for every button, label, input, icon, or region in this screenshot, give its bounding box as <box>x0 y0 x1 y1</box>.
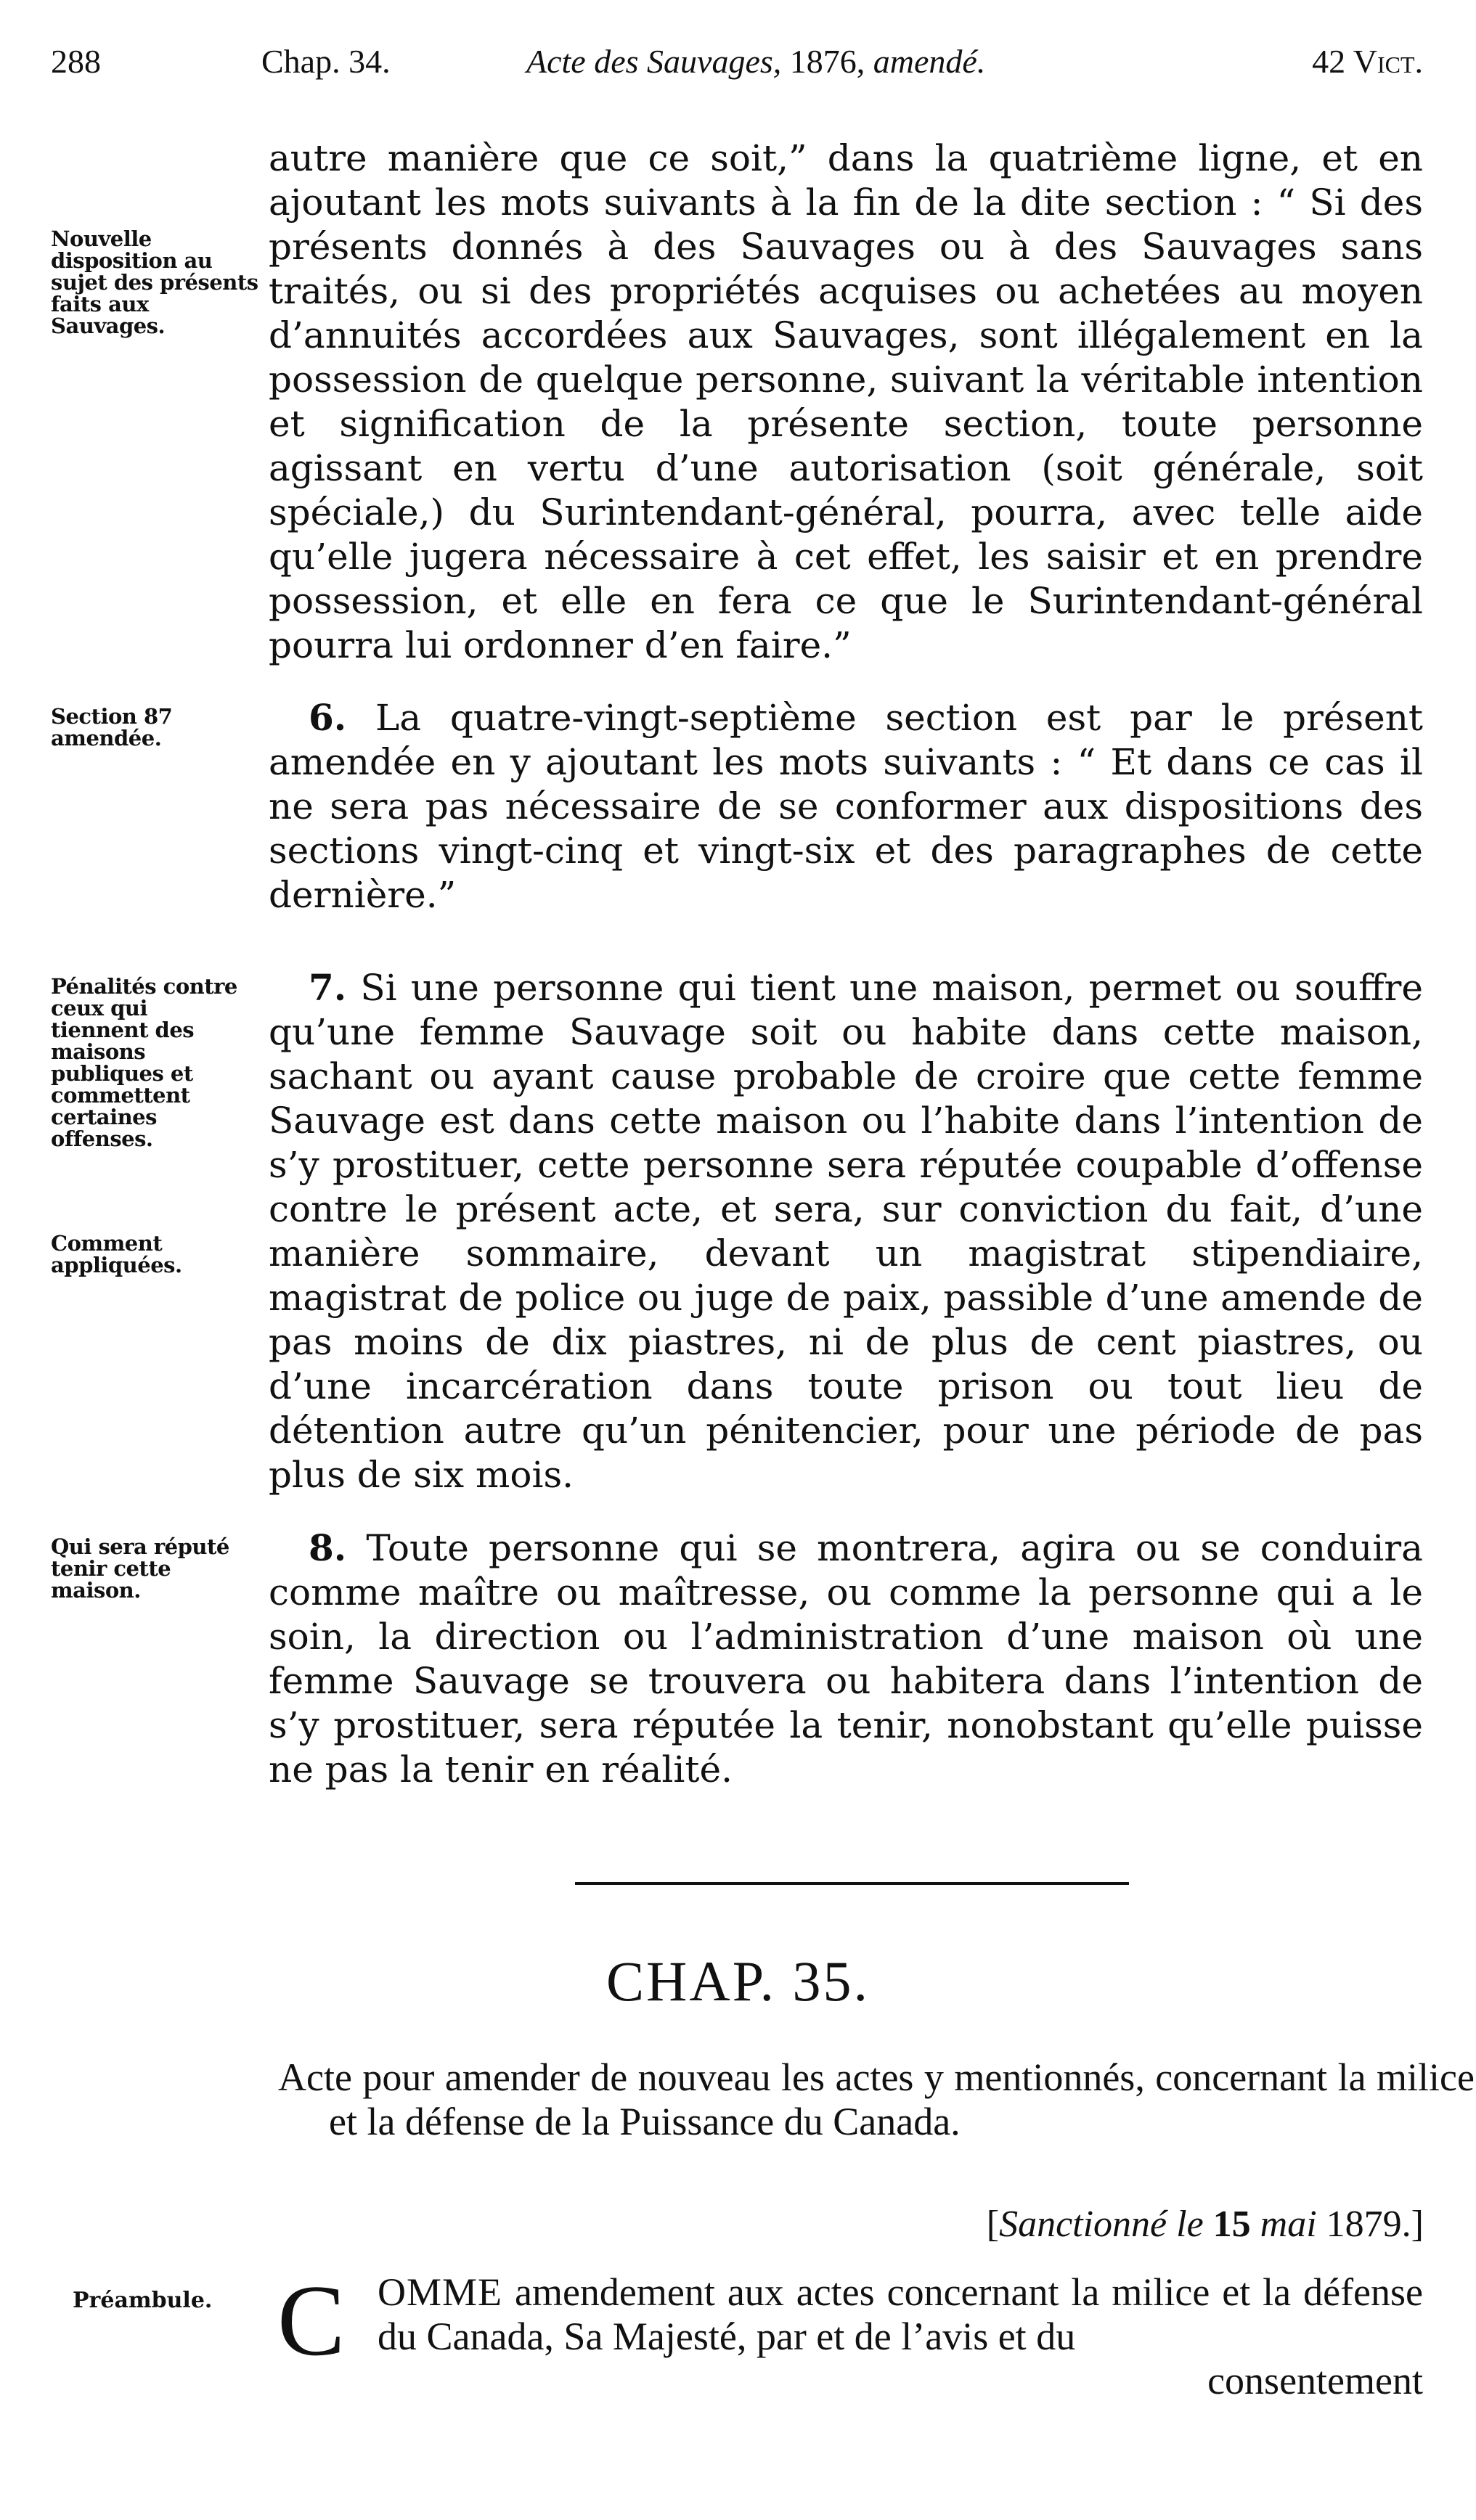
sanction-month: mai <box>1260 2204 1317 2245</box>
act-title-header <box>526 42 985 81</box>
section-8 <box>269 1526 1423 1792</box>
act-title-name: Acte des Sauvages, <box>526 43 782 80</box>
chapter-35-title: Acte pour amender de nouveau les actes y mentionnés, concernant la milice et la défense de la Puissance du Canada. <box>278 2055 1475 2143</box>
section-6-text: La quatre-vingt-septième section est par le présent amendée en y ajoutant les mots suivants : “ Et dans ce cas il ne sera pas nécessaire de se conformer aux dispositions des sections vingt-cinq et vingt-six et des paragraphes de cette dernière.” <box>269 697 1424 916</box>
margin-note-nouvelle-disposition: Nouvelle disposition au sujet des présents faits aux Sauvages. <box>51 226 258 338</box>
running-header <box>51 42 1423 93</box>
sanction-bracket: [ <box>986 2204 1000 2245</box>
chapter-label: Chap. 34. <box>261 43 391 80</box>
drop-capital: C <box>277 2265 346 2377</box>
section-5-continuation: autre manière que ce soit,” dans la quatrième ligne, et en ajoutant les mots suivants à la fin de la dite section : “ Si des présents donnés à des Sauvages ou à des Sauvages sans traités, ou si des propriétés acquises ou achetées au moyen d’annuités accordées aux Sauvages, sont illégalement en la possession de quelque personne, suivant la véritable intention et signification de la présente section, toute personne agissant en vertu d’une autorisation (soit générale, soit spéciale,) du Surintendant-général, pourra, avec telle aide qu’elle jugera nécessaire à cet effet, les saisir et en prendre possession, et elle en fera ce que le Surintendant-général pourra lui ordonner d’en faire.” <box>269 137 1423 666</box>
section-7 <box>269 965 1423 1497</box>
sanction-day: 15 <box>1212 2204 1251 2245</box>
sanction-word: Sanctionné le <box>999 2204 1204 2245</box>
margin-note-qui-sera: Qui sera réputé tenir cette maison. <box>51 1534 229 1603</box>
chapter-35-heading: CHAP. 35. <box>606 1950 870 2013</box>
preamble-body: amendement aux actes concernant la milice et la défense du Canada, Sa Majesté, par et de l’avis et du <box>378 2270 1424 2358</box>
sanction-date <box>987 2203 1424 2246</box>
preamble-text <box>378 2270 1423 2403</box>
preamble-first-word: OMME <box>378 2270 503 2314</box>
section-8-number: 8. <box>309 1526 347 1569</box>
margin-note-comment-appliquees: Comment appliquées. <box>51 1231 182 1277</box>
regnal-year: 42 Vict. <box>1312 43 1423 80</box>
section-8-text: Toute personne qui se montrera, agira ou se conduira comme maître ou maîtresse, ou comme la personne qui a le soin, la direction ou l’administration d’une maison où une femme Sauvage se trouvera ou habitera dans l’intention de s’y prostituer, sera réputée la tenir, nonobstant qu’elle puisse ne pas la tenir en réalité. <box>269 1527 1423 1791</box>
margin-note-section-87: Section 87 amendée. <box>51 704 173 750</box>
page-number: 288 <box>51 43 101 80</box>
act-title-status: amendé. <box>873 43 986 80</box>
section-6 <box>269 695 1423 917</box>
section-7-number: 7. <box>309 966 347 1009</box>
section-7-text: Si une personne qui tient une maison, permet ou souffre qu’une femme Sauvage soit ou habite dans cette maison, sachant ou ayant cause probable de croire que cette femme Sauvage est dans cette maison ou l’habite dans l’intention de s’y prostituer, cette personne sera réputée coupable d’offense contre le présent acte, et sera, sur conviction du fait, d’une manière sommaire, devant un magistrat stipendiaire, magistrat de police ou juge de paix, passible d’une amende de pas moins de dix piastres, ni de plus de cent piastres, ou d’une incarcération dans toute prison ou tout lieu de détention autre qu’un pénitencier, pour une période de pas plus de six mois. <box>269 967 1423 1496</box>
sanction-year: 1879.] <box>1326 2204 1424 2245</box>
preamble-catchword: consentement <box>1207 2359 1423 2402</box>
act-title-year: 1876, <box>789 43 865 80</box>
section-divider <box>575 1882 1129 1885</box>
margin-note-preambule: Préambule. <box>73 2288 213 2313</box>
section-6-number: 6. <box>309 696 347 739</box>
margin-note-penalites: Pénalités contre ceux qui tiennent des maisons publiques et commettent certaines offenses. <box>51 974 237 1151</box>
